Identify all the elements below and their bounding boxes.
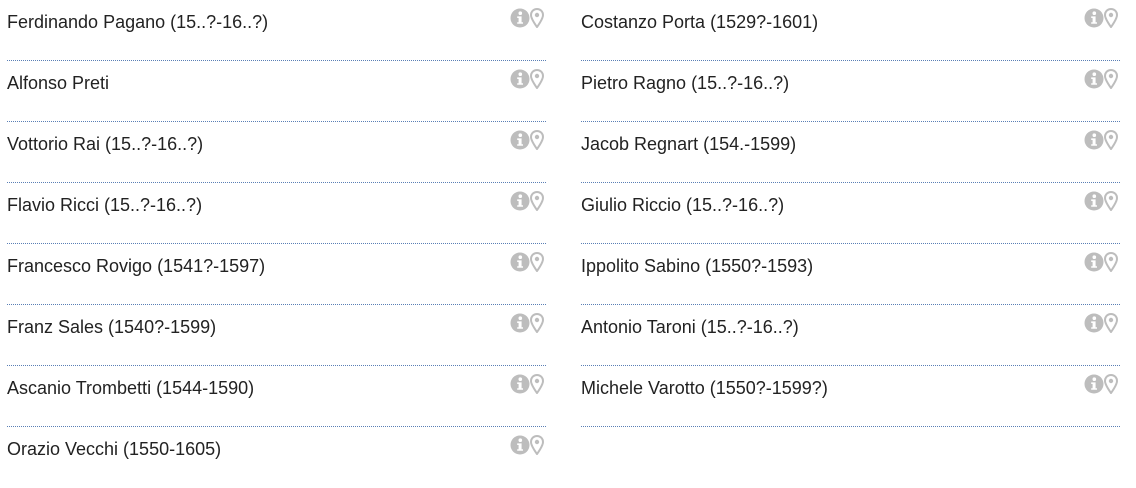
composer-row	[581, 366, 1120, 427]
composer-row	[581, 183, 1120, 244]
composer-name-link[interactable]: Orazio Vecchi (1550-1605)	[7, 439, 222, 459]
map-pin-icon[interactable]	[1104, 69, 1118, 94]
map-pin-icon[interactable]	[1104, 313, 1118, 338]
composer-actions	[510, 313, 546, 337]
map-pin-icon[interactable]	[1104, 130, 1118, 155]
info-circle-icon[interactable]	[1084, 191, 1104, 216]
composer-actions	[510, 191, 546, 215]
composer-actions	[510, 130, 546, 154]
composer-row	[7, 366, 546, 427]
composer-name-link[interactable]: Pietro Ragno (15..?-16..?)	[581, 73, 790, 93]
composer-name-link[interactable]: Flavio Ricci (15..?-16..?)	[7, 195, 203, 215]
info-circle-icon[interactable]	[1084, 313, 1104, 338]
composer-row	[7, 244, 546, 305]
info-circle-icon[interactable]	[510, 130, 530, 155]
map-pin-icon[interactable]	[530, 313, 544, 338]
info-circle-icon[interactable]	[1084, 69, 1104, 94]
info-circle-icon[interactable]	[1084, 130, 1104, 155]
composer-row	[581, 305, 1120, 366]
map-pin-icon[interactable]	[1104, 191, 1118, 216]
composer-column-right	[581, 0, 1120, 427]
composer-name-link[interactable]: Alfonso Preti	[7, 73, 110, 93]
composer-column-left	[7, 0, 546, 488]
info-circle-icon[interactable]	[510, 374, 530, 399]
composer-name-link[interactable]: Antonio Taroni (15..?-16..?)	[581, 317, 799, 337]
info-circle-icon[interactable]	[510, 69, 530, 94]
info-circle-icon[interactable]	[510, 313, 530, 338]
composer-actions	[510, 8, 546, 32]
map-pin-icon[interactable]	[1104, 252, 1118, 277]
map-pin-icon[interactable]	[530, 435, 544, 460]
composer-name-link[interactable]: Jacob Regnart (154.-1599)	[581, 134, 797, 154]
composer-row	[7, 122, 546, 183]
composer-name-link[interactable]: Giulio Riccio (15..?-16..?)	[581, 195, 785, 215]
map-pin-icon[interactable]	[1104, 8, 1118, 33]
composer-row	[7, 61, 546, 122]
composer-actions	[1084, 313, 1120, 337]
composer-name-link[interactable]: Ascanio Trombetti (1544-1590)	[7, 378, 255, 398]
composer-actions	[1084, 8, 1120, 32]
map-pin-icon[interactable]	[1104, 374, 1118, 399]
map-pin-icon[interactable]	[530, 8, 544, 33]
map-pin-icon[interactable]	[530, 374, 544, 399]
info-circle-icon[interactable]	[1084, 8, 1104, 33]
composer-row	[7, 0, 546, 61]
composer-row	[581, 122, 1120, 183]
composer-actions	[510, 252, 546, 276]
info-circle-icon[interactable]	[510, 435, 530, 460]
composer-row	[581, 244, 1120, 305]
map-pin-icon[interactable]	[530, 130, 544, 155]
composer-actions	[510, 69, 546, 93]
composer-name-link[interactable]: Francesco Rovigo (1541?-1597)	[7, 256, 266, 276]
composer-actions	[510, 435, 546, 459]
map-pin-icon[interactable]	[530, 191, 544, 216]
info-circle-icon[interactable]	[1084, 374, 1104, 399]
composer-actions	[1084, 252, 1120, 276]
composer-actions	[1084, 69, 1120, 93]
composer-actions	[1084, 374, 1120, 398]
info-circle-icon[interactable]	[1084, 252, 1104, 277]
composer-row	[7, 427, 546, 488]
composer-name-link[interactable]: Ferdinando Pagano (15..?-16..?)	[7, 12, 269, 32]
map-pin-icon[interactable]	[530, 69, 544, 94]
composer-row	[581, 0, 1120, 61]
composer-actions	[1084, 191, 1120, 215]
composer-name-link[interactable]: Franz Sales (1540?-1599)	[7, 317, 217, 337]
composer-name-link[interactable]: Costanzo Porta (1529?-1601)	[581, 12, 819, 32]
composer-row	[581, 61, 1120, 122]
composer-name-link[interactable]: Ippolito Sabino (1550?-1593)	[581, 256, 814, 276]
composer-actions	[1084, 130, 1120, 154]
composer-row	[7, 183, 546, 244]
map-pin-icon[interactable]	[530, 252, 544, 277]
composer-name-link[interactable]: Vottorio Rai (15..?-16..?)	[7, 134, 204, 154]
info-circle-icon[interactable]	[510, 252, 530, 277]
composer-actions	[510, 374, 546, 398]
composer-name-link[interactable]: Michele Varotto (1550?-1599?)	[581, 378, 828, 398]
composer-row	[7, 305, 546, 366]
info-circle-icon[interactable]	[510, 8, 530, 33]
info-circle-icon[interactable]	[510, 191, 530, 216]
